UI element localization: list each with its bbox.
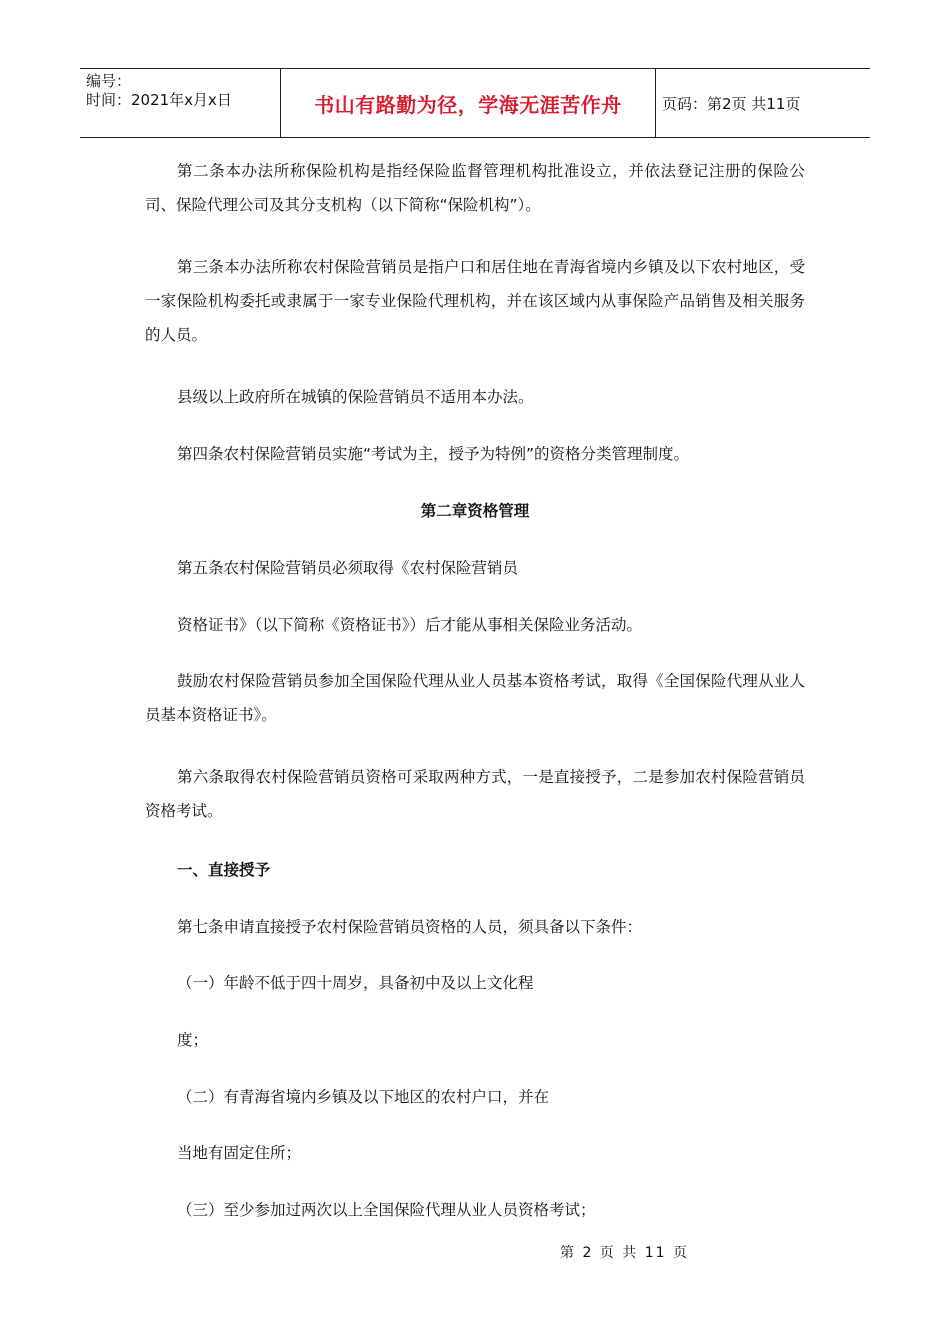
condition-2: （二）有青海省境内乡镇及以下地区的农村户口，并在 bbox=[177, 1088, 550, 1106]
paragraph-encourage: 鼓励农村保险营销员参加全国保险代理从业人员基本资格考试，取得《全国保险代理从业人员基本资格证书》。 bbox=[145, 672, 805, 724]
paragraph-article-6: 第六条取得农村保险营销员资格可采取两种方式，一是直接授予，二是参加农村保险营销员资格考试。 bbox=[145, 768, 805, 820]
paragraph-article-5-cont: 资格证书》（以下简称《资格证书》）后才能从事相关保险业务活动。 bbox=[177, 616, 643, 634]
paragraph-article-3: 第三条本办法所称农村保险营销员是指户口和居住地在青海省境内乡镇及以下农村地区，受一家保险机构委托或隶属于一家专业保险代理机构，并在该区域内从事保险产品销售及相关服务的人员。 bbox=[145, 258, 805, 344]
date-label: 时间：2021年x月x日 bbox=[86, 91, 232, 109]
paragraph-article-7: 第七条申请直接授予农村保险营销员资格的人员，须具备以下条件： bbox=[177, 918, 643, 936]
condition-2-cont: 当地有固定住所； bbox=[177, 1144, 302, 1162]
paragraph-article-4: 第四条农村保险营销员实施“考试为主，授予为特例”的资格分类管理制度。 bbox=[177, 445, 690, 463]
condition-3: （三）至少参加过两次以上全国保险代理从业人员资格考试； bbox=[177, 1201, 596, 1219]
document-header bbox=[80, 68, 870, 138]
page-footer: 第 2 页 共 11 页 bbox=[560, 1245, 689, 1261]
header-page-info: 页码：第2页 共11页 bbox=[662, 94, 801, 113]
paragraph-article-5: 第五条农村保险营销员必须取得《农村保险营销员 bbox=[177, 559, 519, 577]
condition-1: （一）年龄不低于四十周岁，具备初中及以上文化程 bbox=[177, 974, 534, 992]
paragraph-article-2: 第二条本办法所称保险机构是指经保险监督管理机构批准设立，并依法登记注册的保险公司、保险代理公司及其分支机构（以下简称“保险机构”）。 bbox=[145, 162, 805, 214]
number-label: 编号： bbox=[86, 72, 132, 90]
chapter-heading: 第二章资格管理 bbox=[420, 502, 530, 520]
condition-1-cont: 度； bbox=[177, 1031, 209, 1049]
paragraph-scope-note: 县级以上政府所在城镇的保险营销员不适用本办法。 bbox=[177, 388, 534, 406]
section-heading-direct-grant: 一、直接授予 bbox=[177, 861, 271, 879]
header-motto: 书山有路勤为径，学海无涯苦作舟 bbox=[281, 69, 656, 137]
header-meta-cell bbox=[80, 69, 281, 137]
